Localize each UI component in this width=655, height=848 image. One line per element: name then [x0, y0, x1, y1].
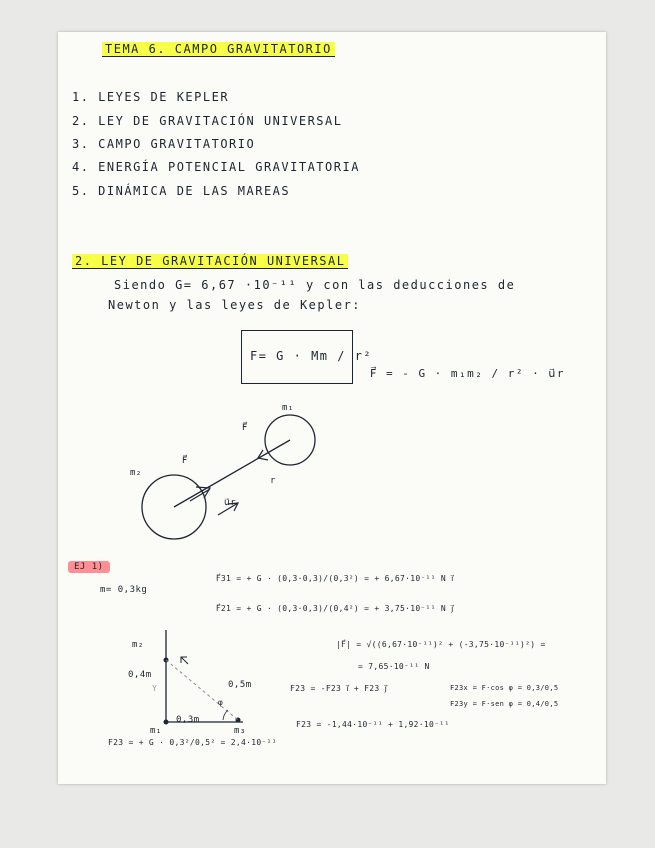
ej-f23y: F23y = F·sen φ = 0,4/0,5	[450, 700, 559, 708]
diagram2-y: Y	[152, 684, 158, 693]
diagram2-d04: 0,4m	[128, 670, 152, 680]
label-r: r	[270, 476, 276, 486]
index-item-4: 4. ENERGÍA POTENCIAL GRAVITATORIA	[72, 160, 360, 174]
formula-boxed: F= G · Mm / r²	[250, 349, 373, 363]
diagram2-d03: 0,3m	[176, 715, 200, 725]
index-item-2: 2. LEY DE GRAVITACIÓN UNIVERSAL	[72, 114, 343, 128]
label-m1: m₁	[282, 403, 294, 413]
ej-label: EJ 1)	[68, 562, 110, 572]
diagram2-m1: m₁	[150, 726, 162, 736]
diagram2-m3: m₃	[234, 726, 246, 736]
intro-line-2: Newton y las leyes de Kepler:	[108, 298, 362, 312]
index-item-1: 1. LEYES DE KEPLER	[72, 90, 230, 104]
ej-f21: F⃗21 = + G · (0,3·0,3)/(0,4²) = + 3,75·10⁻¹¹ N j⃗	[216, 604, 454, 613]
page-title: TEMA 6. CAMPO GRAVITATORIO	[102, 42, 335, 56]
diagram2-phi: φ	[218, 698, 224, 707]
ej-mod-line1: |F⃗| = √((6,67·10⁻¹¹)² + (-3,75·10⁻¹¹)²) =	[336, 640, 546, 649]
intro-line-1: Siendo G= 6,67 ·10⁻¹¹ y con las deducciones de	[114, 278, 516, 292]
label-f-left: F⃗	[182, 456, 188, 466]
diagram2-m2: m₂	[132, 640, 144, 650]
diagram2-d05: 0,5m	[228, 680, 252, 690]
ej-f23-vec: F23 = -F23 i⃗ + F23 j⃗	[290, 684, 388, 693]
ej-f31: F⃗31 = + G · (0,3·0,3)/(0,3²) = + 6,67·10⁻¹¹ N i⃗	[216, 574, 454, 583]
formula-vector: F⃗ = - G · m₁m₂ / r² · u⃗r	[370, 367, 565, 380]
notebook-page	[58, 32, 606, 784]
ej-mod-line2: = 7,65·10⁻¹¹ N	[358, 662, 430, 671]
distance-line	[174, 440, 290, 507]
label-f-top: F⃗	[242, 423, 248, 433]
ej-f23-result: F23 = -1,44·10⁻¹¹ + 1,92·10⁻¹¹	[296, 720, 450, 729]
index-item-3: 3. CAMPO GRAVITATORIO	[72, 137, 256, 151]
ej-f23x: F23x = F·cos φ = 0,3/0,5	[450, 684, 559, 692]
index-item-5: 5. DINÁMICA DE LAS MAREAS	[72, 184, 291, 198]
section-title: 2. LEY DE GRAVITACIÓN UNIVERSAL	[72, 254, 348, 268]
ej-f23-magnitude: F23 = + G · 0,3²/0,5² = 2,4·10⁻¹¹	[108, 738, 277, 747]
label-m2: m₂	[130, 468, 142, 478]
label-ur: u⃗r	[224, 498, 237, 508]
ej-mass: m= 0,3kg	[100, 585, 148, 595]
